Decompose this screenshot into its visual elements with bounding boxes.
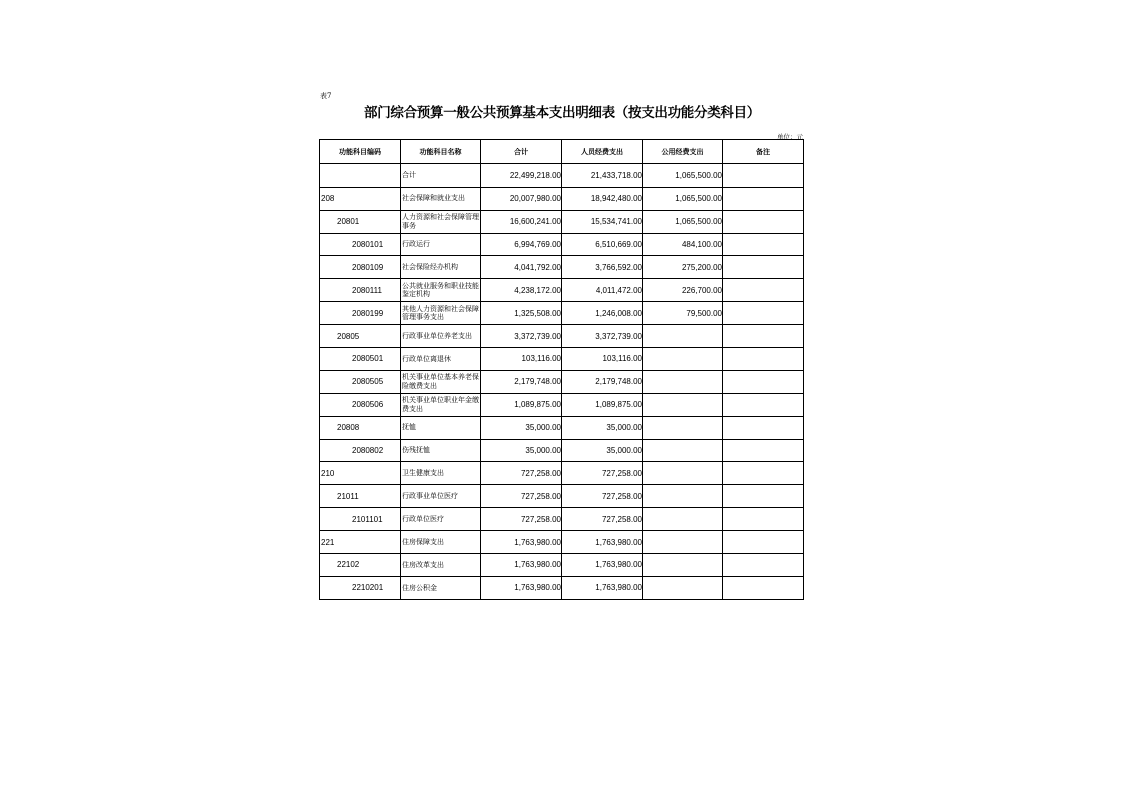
- total-cell: 1,763,980.00: [481, 531, 562, 554]
- total-cell: 1,763,980.00: [481, 576, 562, 599]
- header-remarks: 备注: [723, 140, 804, 164]
- remarks-cell: [723, 279, 804, 302]
- remarks-cell: [723, 210, 804, 233]
- name-cell: 住房改革支出: [401, 554, 481, 577]
- code-cell: 20808: [320, 416, 401, 439]
- total-cell: 2,179,748.00: [481, 370, 562, 393]
- total-public-cell: 1,065,500.00: [643, 163, 723, 187]
- remarks-cell: [723, 302, 804, 325]
- personnel-cell: 727,258.00: [562, 462, 643, 485]
- code-cell: 2080501: [320, 348, 401, 371]
- name-cell: 伤残抚恤: [401, 439, 481, 462]
- header-name: 功能科目名称: [401, 140, 481, 164]
- total-cell: 103,116.00: [481, 348, 562, 371]
- remarks-cell: [723, 348, 804, 371]
- code-cell: 2080101: [320, 233, 401, 256]
- total-name-cell: 合计: [401, 163, 481, 187]
- personnel-cell: 35,000.00: [562, 439, 643, 462]
- total-cell: 727,258.00: [481, 485, 562, 508]
- name-cell: 社会保障和就业支出: [401, 187, 481, 210]
- total-cell: 35,000.00: [481, 416, 562, 439]
- header-code: 功能科目编码: [320, 140, 401, 164]
- table-row: [320, 393, 804, 416]
- public-cell: 1,065,500.00: [643, 210, 723, 233]
- personnel-cell: 15,534,741.00: [562, 210, 643, 233]
- code-cell: 22102: [320, 554, 401, 577]
- public-cell: 226,700.00: [643, 279, 723, 302]
- personnel-cell: 727,258.00: [562, 485, 643, 508]
- code-cell: 221: [320, 531, 401, 554]
- public-cell: [643, 393, 723, 416]
- table-row: [320, 302, 804, 325]
- personnel-cell: 35,000.00: [562, 416, 643, 439]
- table-number-label: 表7: [320, 92, 332, 100]
- name-cell: 社会保险经办机构: [401, 256, 481, 279]
- remarks-cell: [723, 256, 804, 279]
- name-cell: 行政事业单位养老支出: [401, 325, 481, 348]
- personnel-cell: 1,089,875.00: [562, 393, 643, 416]
- code-cell: 208: [320, 187, 401, 210]
- name-cell: 行政事业单位医疗: [401, 485, 481, 508]
- table-row: [320, 210, 804, 233]
- total-cell: 35,000.00: [481, 439, 562, 462]
- total-cell: 4,238,172.00: [481, 279, 562, 302]
- name-cell: 住房保障支出: [401, 531, 481, 554]
- public-cell: [643, 370, 723, 393]
- total-cell: 6,994,769.00: [481, 233, 562, 256]
- personnel-cell: 3,372,739.00: [562, 325, 643, 348]
- remarks-cell: [723, 187, 804, 210]
- name-cell: 行政单位医疗: [401, 508, 481, 531]
- personnel-cell: 1,763,980.00: [562, 531, 643, 554]
- public-cell: 79,500.00: [643, 302, 723, 325]
- public-cell: [643, 531, 723, 554]
- code-cell: 2080109: [320, 256, 401, 279]
- total-cell: 727,258.00: [481, 462, 562, 485]
- name-cell: 机关事业单位基本养老保险缴费支出: [401, 370, 481, 393]
- name-cell: 人力资源和社会保障管理事务: [401, 210, 481, 233]
- table-row: [320, 370, 804, 393]
- table-row: [320, 576, 804, 599]
- code-cell: 2080802: [320, 439, 401, 462]
- unit-label: 单位：元: [777, 133, 803, 141]
- code-cell: 2080111: [320, 279, 401, 302]
- table-row: [320, 439, 804, 462]
- public-cell: [643, 485, 723, 508]
- table-row: [320, 416, 804, 439]
- personnel-cell: 727,258.00: [562, 508, 643, 531]
- budget-expenditure-table: [319, 139, 804, 600]
- personnel-cell: 4,011,472.00: [562, 279, 643, 302]
- table-row: [320, 348, 804, 371]
- total-cell: 1,763,980.00: [481, 554, 562, 577]
- remarks-cell: [723, 439, 804, 462]
- name-cell: 行政单位离退休: [401, 348, 481, 371]
- table-row: [320, 279, 804, 302]
- public-cell: 484,100.00: [643, 233, 723, 256]
- header-total: 合计: [481, 140, 562, 164]
- table-row: [320, 256, 804, 279]
- public-cell: [643, 508, 723, 531]
- public-cell: [643, 554, 723, 577]
- code-cell: 21011: [320, 485, 401, 508]
- name-cell: 其他人力资源和社会保障管理事务支出: [401, 302, 481, 325]
- personnel-cell: 1,763,980.00: [562, 576, 643, 599]
- public-cell: 1,065,500.00: [643, 187, 723, 210]
- table-row: [320, 508, 804, 531]
- public-cell: [643, 348, 723, 371]
- personnel-cell: 1,763,980.00: [562, 554, 643, 577]
- total-cell: 727,258.00: [481, 508, 562, 531]
- public-cell: [643, 325, 723, 348]
- public-cell: [643, 416, 723, 439]
- public-cell: 275,200.00: [643, 256, 723, 279]
- remarks-cell: [723, 508, 804, 531]
- header-personnel: 人员经费支出: [562, 140, 643, 164]
- document-title: 部门综合预算一般公共预算基本支出明细表（按支出功能分类科目）: [364, 105, 760, 121]
- name-cell: 机关事业单位职业年金缴费支出: [401, 393, 481, 416]
- code-cell: 2080506: [320, 393, 401, 416]
- name-cell: 住房公积金: [401, 576, 481, 599]
- code-cell: 20805: [320, 325, 401, 348]
- code-cell: 2101101: [320, 508, 401, 531]
- total-cell: 1,325,508.00: [481, 302, 562, 325]
- personnel-cell: 1,246,008.00: [562, 302, 643, 325]
- name-cell: 卫生健康支出: [401, 462, 481, 485]
- total-cell: 16,600,241.00: [481, 210, 562, 233]
- total-row: [320, 163, 804, 187]
- name-cell: 公共就业服务和职业技能鉴定机构: [401, 279, 481, 302]
- table-row: [320, 325, 804, 348]
- personnel-cell: 103,116.00: [562, 348, 643, 371]
- table-header-row: [320, 140, 804, 164]
- table-row: [320, 233, 804, 256]
- remarks-cell: [723, 576, 804, 599]
- code-cell: 20801: [320, 210, 401, 233]
- remarks-cell: [723, 554, 804, 577]
- remarks-cell: [723, 462, 804, 485]
- remarks-cell: [723, 370, 804, 393]
- total-amount-cell: 22,499,218.00: [481, 163, 562, 187]
- remarks-cell: [723, 393, 804, 416]
- table-row: [320, 187, 804, 210]
- remarks-cell: [723, 485, 804, 508]
- table-row: [320, 554, 804, 577]
- total-code-cell: [320, 163, 401, 187]
- personnel-cell: 2,179,748.00: [562, 370, 643, 393]
- total-remarks-cell: [723, 163, 804, 187]
- table-row: [320, 485, 804, 508]
- table-row: [320, 531, 804, 554]
- name-cell: 抚恤: [401, 416, 481, 439]
- header-public: 公用经费支出: [643, 140, 723, 164]
- total-cell: 20,007,980.00: [481, 187, 562, 210]
- remarks-cell: [723, 233, 804, 256]
- name-cell: 行政运行: [401, 233, 481, 256]
- remarks-cell: [723, 531, 804, 554]
- code-cell: 210: [320, 462, 401, 485]
- code-cell: 2080505: [320, 370, 401, 393]
- code-cell: 2080199: [320, 302, 401, 325]
- personnel-cell: 18,942,480.00: [562, 187, 643, 210]
- personnel-cell: 3,766,592.00: [562, 256, 643, 279]
- personnel-cell: 6,510,669.00: [562, 233, 643, 256]
- table-row: [320, 462, 804, 485]
- total-cell: 4,041,792.00: [481, 256, 562, 279]
- public-cell: [643, 439, 723, 462]
- total-cell: 3,372,739.00: [481, 325, 562, 348]
- total-cell: 1,089,875.00: [481, 393, 562, 416]
- public-cell: [643, 576, 723, 599]
- total-personnel-cell: 21,433,718.00: [562, 163, 643, 187]
- remarks-cell: [723, 325, 804, 348]
- code-cell: 2210201: [320, 576, 401, 599]
- public-cell: [643, 462, 723, 485]
- remarks-cell: [723, 416, 804, 439]
- table-body: [320, 163, 804, 599]
